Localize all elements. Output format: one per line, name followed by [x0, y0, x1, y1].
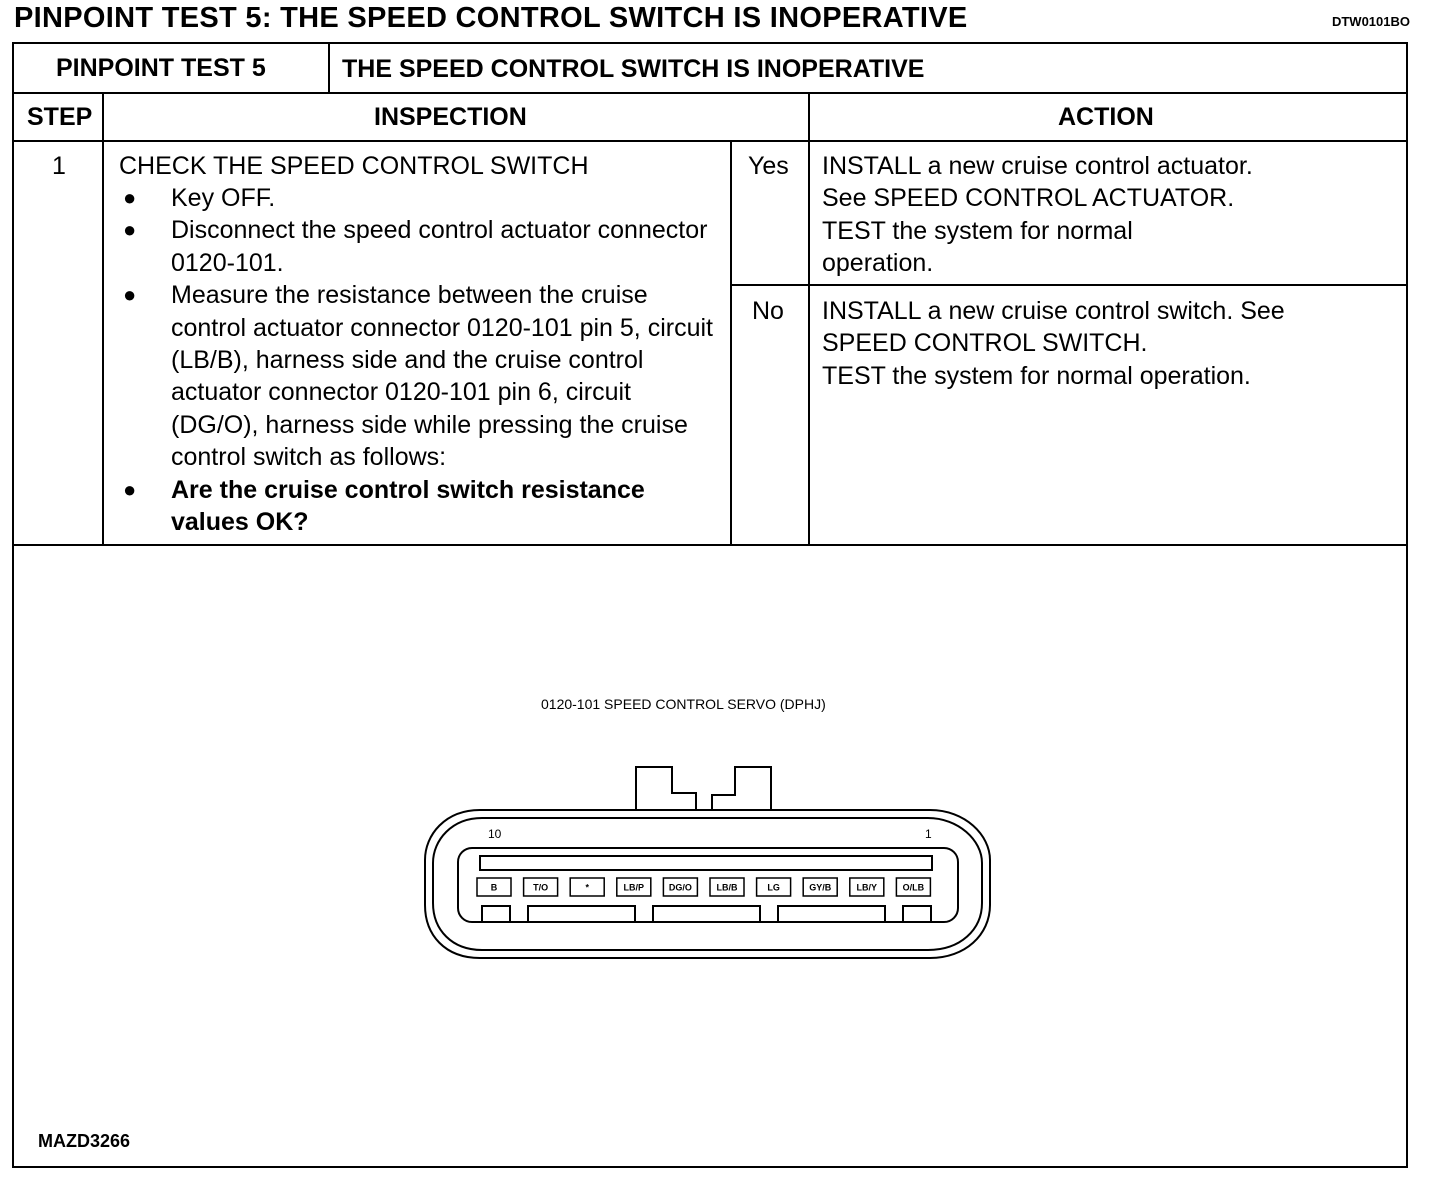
- bullet-text: Measure the resistance between the cruise control actuator connector 0120-101 pin 5, circuit (LB/B), harness side and the cruise control actuator connector 0120-101 pin 6, circuit (DG/O), harness side while pressing the cruise control switch as follows:: [171, 281, 713, 472]
- inspection-bullets: [119, 182, 719, 538]
- figure-code: MAZD3266: [38, 1131, 131, 1151]
- yes-action: [822, 150, 1253, 280]
- connector-inner-shell: [433, 818, 982, 950]
- divider: [328, 44, 330, 94]
- bullet-icon: ●: [123, 185, 137, 210]
- pin-label: LB/P: [623, 882, 645, 893]
- step-number: 1: [52, 152, 66, 180]
- yes-label: Yes: [748, 152, 789, 180]
- no-label: No: [752, 297, 784, 325]
- yes-action-line: INSTALL a new cruise control actuator.: [822, 152, 1253, 180]
- list-item: [119, 474, 719, 539]
- bullet-icon: ●: [123, 282, 137, 308]
- inspection-heading: CHECK THE SPEED CONTROL SWITCH: [119, 152, 589, 180]
- bullet-icon: ●: [123, 217, 137, 243]
- list-item: [119, 214, 719, 279]
- pin-label: LG: [767, 882, 780, 893]
- no-action-line: INSTALL a new cruise control switch. See: [822, 297, 1285, 325]
- bullet-question: Are the cruise control switch resistance values OK?: [171, 475, 645, 537]
- pin-label: B: [490, 882, 498, 893]
- step-header: STEP: [27, 103, 93, 131]
- list-item: [119, 279, 719, 473]
- connector-key: [778, 906, 885, 922]
- pin-label: LB/Y: [856, 882, 878, 893]
- document-code: DTW0101BO: [1331, 14, 1410, 29]
- connector-top-bar: [480, 856, 932, 870]
- connector-key: [653, 906, 760, 922]
- pin-number-left: 10: [488, 827, 502, 841]
- no-action-line: TEST the system for normal operation.: [822, 361, 1251, 390]
- header-row: [14, 94, 1406, 142]
- no-action-line: SPEED CONTROL SWITCH.: [822, 329, 1148, 358]
- connector-key: [482, 906, 510, 922]
- latch-tab-right: [712, 767, 771, 810]
- action-header: ACTION: [1058, 103, 1154, 131]
- pin-label: T/O: [533, 882, 549, 893]
- yes-action-line: TEST the system for normal: [822, 216, 1133, 245]
- pin-label: GY/B: [809, 882, 832, 893]
- page-title: PINPOINT TEST 5: THE SPEED CONTROL SWITCH IS INOPERATIVE: [14, 2, 968, 34]
- pin-number-right: 1: [925, 827, 932, 841]
- no-action: [822, 295, 1285, 392]
- pin-label: O/LB: [902, 882, 925, 893]
- list-item: [119, 182, 719, 214]
- figure-title: 0120-101 SPEED CONTROL SERVO (DPHJ): [541, 696, 826, 712]
- bullet-text: Key OFF.: [171, 184, 276, 212]
- connector-key: [528, 906, 635, 922]
- test-label: PINPOINT TEST 5: [56, 54, 266, 82]
- inspection-header: INSPECTION: [374, 103, 527, 131]
- bullet-icon: ●: [123, 476, 137, 502]
- connector-diagram: [420, 760, 1000, 970]
- pin-label: *: [585, 882, 589, 893]
- pin-label: LB/B: [716, 882, 738, 893]
- divider: [730, 284, 1408, 286]
- pinpoint-test-table: [12, 42, 1408, 1168]
- latch-tab-left: [636, 767, 696, 810]
- pin-label: DG/O: [668, 882, 692, 893]
- bullet-text: Disconnect the speed control actuator connector 0120-101.: [171, 216, 708, 277]
- test-title: THE SPEED CONTROL SWITCH IS INOPERATIVE: [342, 55, 925, 83]
- yes-action-line: operation.: [822, 249, 934, 278]
- connector-key: [903, 906, 931, 922]
- yes-action-line: See SPEED CONTROL ACTUATOR.: [822, 184, 1235, 213]
